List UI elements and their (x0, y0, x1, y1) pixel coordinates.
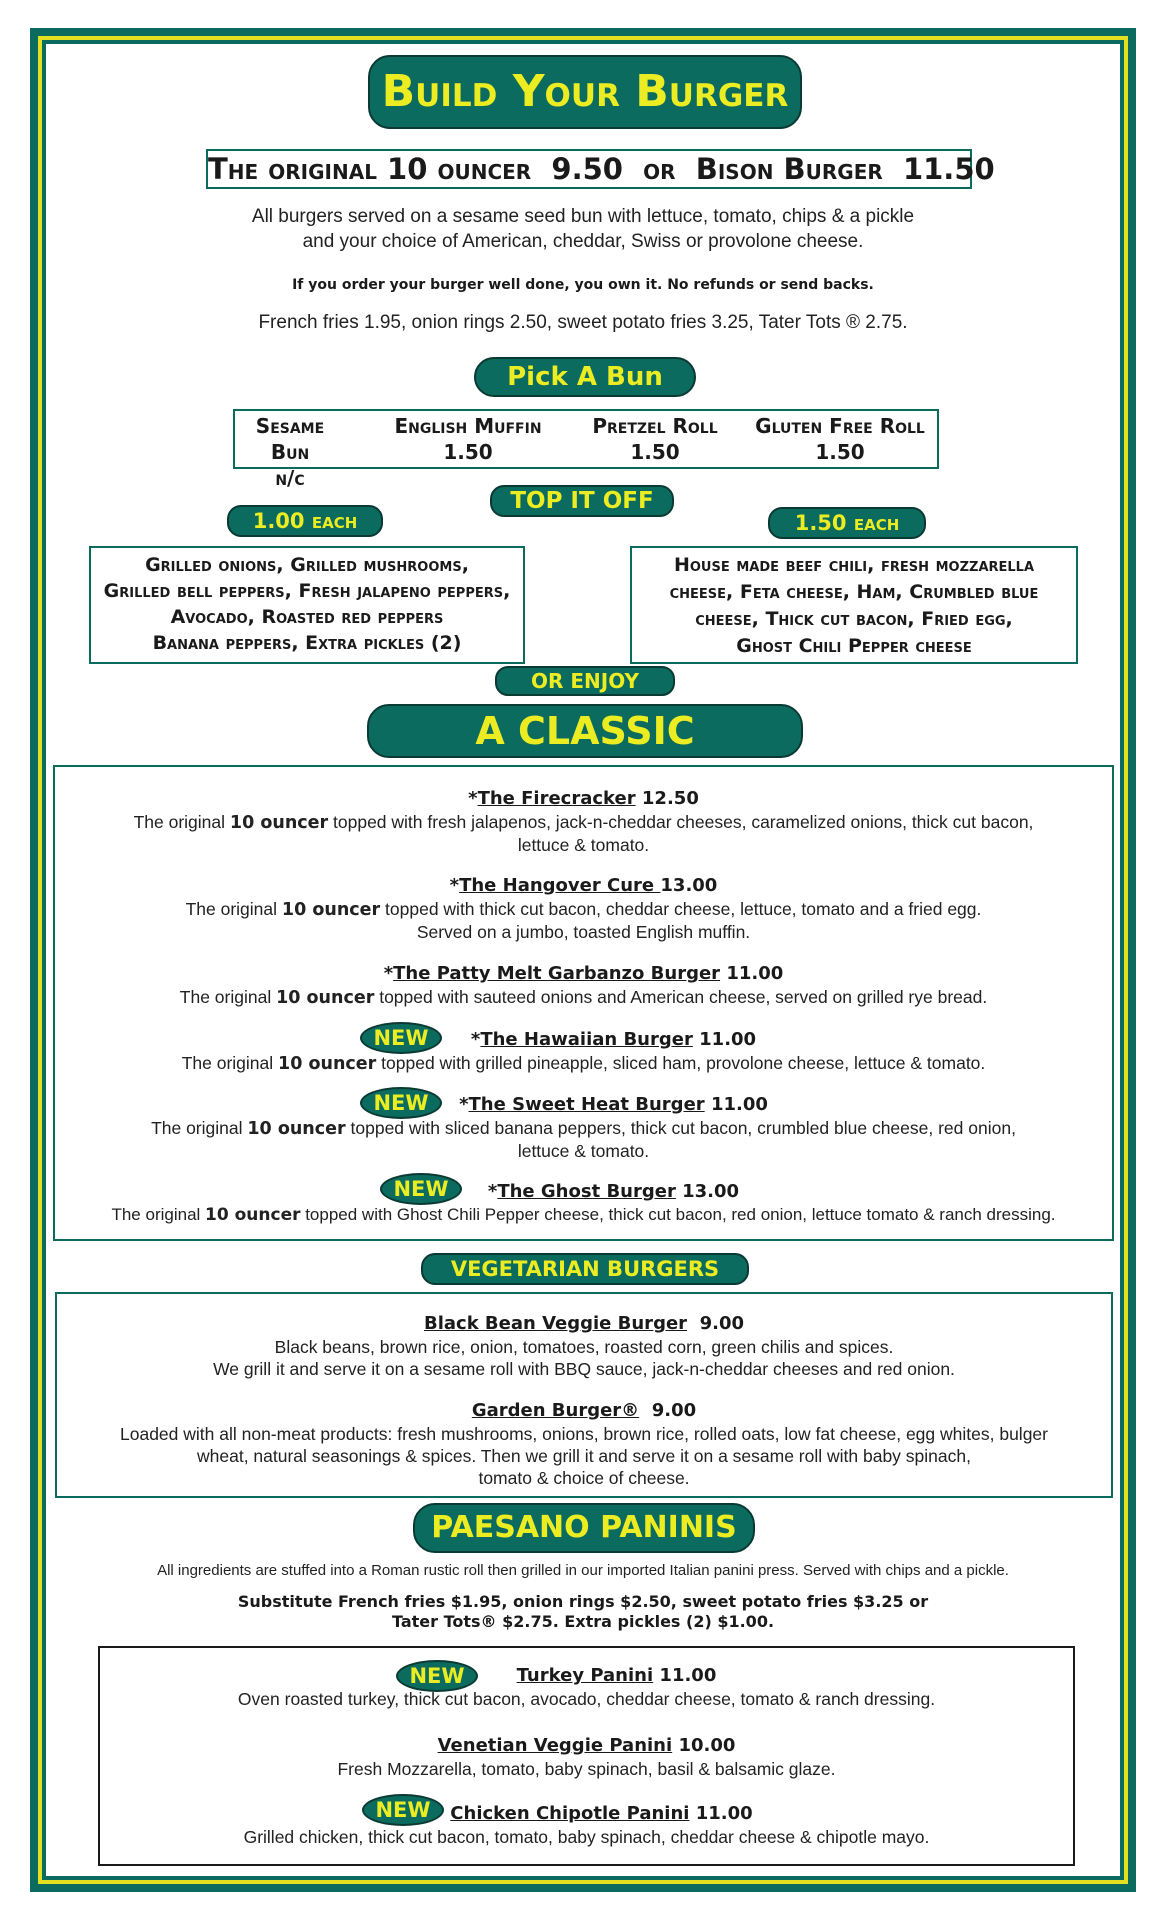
item-name: Venetian Veggie Panini (437, 1735, 673, 1756)
item-name: The Ghost Burger (497, 1181, 676, 1202)
classic-item: *The Sweet Heat Burger 11.00 The original 10 ouncer topped with sliced banana peppers, thick cut bacon, crumbled blue cheese, red onion, lettuce & tomato. (151, 1094, 1016, 1161)
item-name: Turkey Panini (516, 1665, 654, 1686)
well-done-warning: If you order your burger well done, you own it. No refunds or send backs. (292, 277, 874, 293)
classic-item: *The Firecracker 12.50 The original 10 ouncer topped with fresh jalapenos, jack-n-cheddar cheeses, caramelized onions, thick cut bacon, lettuce & tomato. (133, 788, 1034, 855)
item-price: 11.00 (726, 963, 784, 984)
a-classic-heading: A CLASSIC (475, 709, 695, 753)
panini-item: Turkey Panini 11.00 Oven roasted turkey, thick cut bacon, avocado, cheddar cheese, tomato & ranch dressing. (237, 1665, 936, 1709)
burger-description: All burgers served on a sesame seed bun with lettuce, tomato, chips & a pickle and your choice of American, cheddar, Swiss or provolone cheese. (251, 206, 915, 252)
item-name: The Patty Melt Garbanzo Burger (393, 963, 721, 984)
item-name: The Firecracker (477, 788, 636, 809)
price-tag-1-00: 1.00 each (227, 505, 383, 537)
classic-item: *The Hawaiian Burger 11.00 The original 10 ouncer topped with grilled pineapple, sliced ham, provolone cheese, lettuce & tomato. (181, 1029, 986, 1074)
item-price: 13.00 (682, 1181, 740, 1202)
paninis-box (98, 1646, 1075, 1866)
toppings-1-00-box (89, 546, 525, 664)
page-title: Build Your Burger (381, 66, 789, 117)
item-price: 9.00 (651, 1400, 697, 1421)
panini-item: Chicken Chipotle Panini 11.00 Grilled chicken, thick cut bacon, tomato, baby spinach, cheddar cheese & chipotle mayo. (243, 1803, 930, 1847)
title-banner (368, 55, 802, 129)
pick-a-bun-banner (474, 357, 696, 397)
vegetarian-banner: VEGETARIAN BURGERS (421, 1253, 749, 1285)
toppings-1-50-list: House made beef chili, fresh mozzarella cheese, Feta cheese, Ham, Crumbled blue cheese, Thick cut bacon, Fried egg, Ghost Chili Pepper cheese (669, 554, 1039, 657)
classics-box (53, 765, 1114, 1241)
burger-price-line: The original 10 ouncer 9.50 or Bison Burger 11.50 (208, 152, 995, 186)
toppings-1-00-list: Grilled onions, Grilled mushrooms, Grilled bell peppers, Fresh jalapeno peppers, Avocado, Roasted red peppers Banana peppers, Extra pickles (2) (103, 554, 511, 654)
classic-item: *The Hangover Cure 13.00 The original 10 ouncer topped with thick cut bacon, cheddar cheese, lettuce, tomato and a fried egg. Served on a jumbo, toasted English muffin. (185, 875, 982, 942)
bun-option: English Muffin 1.50 (394, 414, 542, 464)
a-classic-banner (367, 704, 803, 758)
item-name: Black Bean Veggie Burger (423, 1313, 688, 1334)
paninis-intro: All ingredients are stuffed into a Roman rustic roll then grilled in our imported Italian panini press. Served with chips and a pickle. (157, 1562, 1009, 1579)
item-name: The Sweet Heat Burger (468, 1094, 705, 1115)
top-it-off-heading: TOP IT OFF (510, 488, 654, 514)
new-badge: NEW (360, 1087, 442, 1119)
pick-a-bun-heading: Pick A Bun (507, 362, 663, 392)
new-badge: NEW (362, 1794, 444, 1826)
price-tag-1-50: 1.50 each (768, 507, 926, 539)
paninis-substitutions: Substitute French fries $1.95, onion rings $2.50, sweet potato fries $3.25 or Tater Tots® $2.75. Extra pickles (2) $1.00. (237, 1592, 929, 1631)
toppings-1-50-box (630, 546, 1078, 664)
panini-item: Venetian Veggie Panini 10.00 Fresh Mozzarella, tomato, baby spinach, basil & balsamic glaze. (337, 1735, 836, 1779)
item-price: 12.50 (641, 788, 699, 809)
classic-item: *The Ghost Burger 13.00 The original 10 ouncer topped with Ghost Chili Pepper cheese, thick cut bacon, red onion, lettuce tomato & ranch dressing. (111, 1181, 1056, 1225)
new-badge: NEW (396, 1660, 478, 1692)
new-badge: NEW (360, 1022, 442, 1054)
item-price: 11.00 (659, 1665, 717, 1686)
bun-option: Gluten Free Roll 1.50 (755, 414, 925, 464)
item-price: 9.00 (699, 1313, 745, 1334)
item-price: 13.00 (660, 875, 718, 896)
paninis-banner: PAESANO PANINIS (413, 1503, 755, 1553)
item-name: Chicken Chipotle Panini (450, 1803, 690, 1824)
bun-options-box (233, 409, 939, 490)
item-price: 11.00 (695, 1803, 753, 1824)
item-name: The Hangover Cure (459, 875, 661, 896)
vegetarian-box (55, 1292, 1113, 1498)
burger-price-box (206, 149, 995, 189)
veg-item: Garden Burger® 9.00 Loaded with all non-meat products: fresh mushrooms, onions, brown rice, rolled oats, low fat cheese, egg whites, bulger wheat, natural seasonings & spices. Then we grill it and serve it on a sesame roll with baby spinach, tomato & choice of cheese. (120, 1400, 1048, 1488)
item-name: The Hawaiian Burger (480, 1029, 693, 1050)
or-enjoy-banner: OR ENJOY (495, 666, 675, 696)
item-price: 10.00 (678, 1735, 736, 1756)
veg-item: Black Bean Veggie Burger 9.00 Black beans, brown rice, onion, tomatoes, roasted corn, green chilis and spices. We grill it and serve it on a sesame roll with BBQ sauce, jack-n-cheddar cheeses and red onion. (213, 1313, 955, 1379)
classic-item: *The Patty Melt Garbanzo Burger 11.00 The original 10 ouncer topped with sauteed onions and American cheese, served on grilled rye bread. (179, 963, 988, 1008)
new-badge: NEW (380, 1173, 462, 1205)
bun-option: Sesame Bun n/c (255, 414, 325, 490)
bun-option: Pretzel Roll 1.50 (592, 414, 718, 464)
item-price: 11.00 (699, 1029, 757, 1050)
top-it-off-banner (490, 485, 674, 517)
item-price: 11.00 (710, 1094, 768, 1115)
sides-prices: French fries 1.95, onion rings 2.50, sweet potato fries 3.25, Tater Tots ® 2.75. (258, 312, 908, 333)
item-name: Garden Burger® (471, 1400, 640, 1421)
